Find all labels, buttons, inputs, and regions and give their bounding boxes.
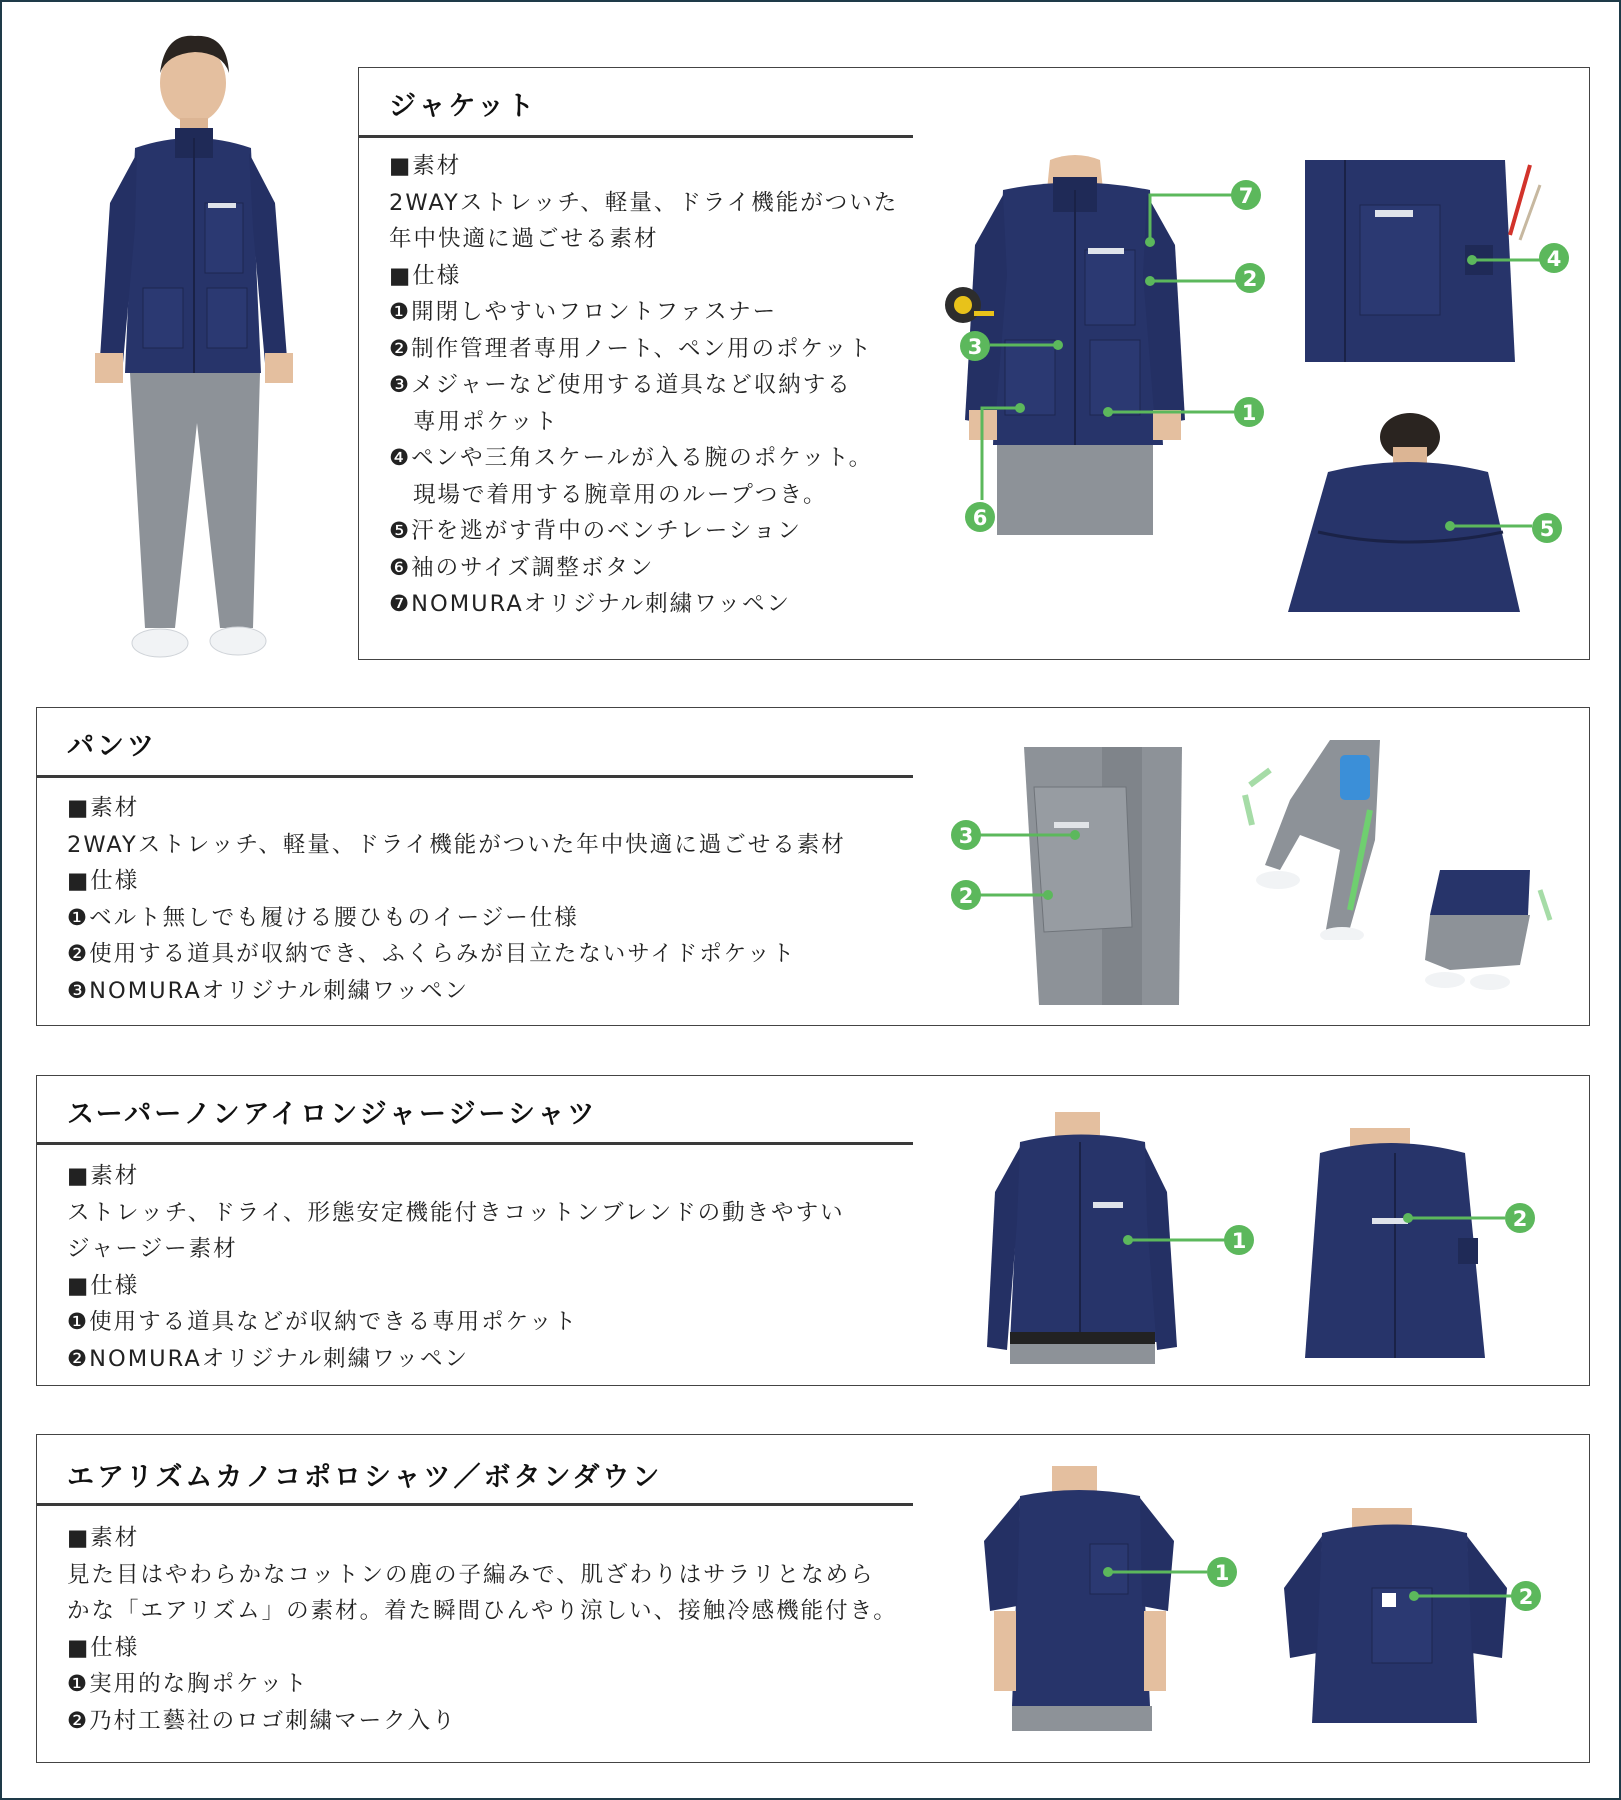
callout-label: 1 bbox=[1241, 401, 1257, 425]
callout-label: 4 bbox=[1546, 247, 1562, 271]
jacket-spec-heading: ■仕様 bbox=[389, 262, 462, 289]
polo-spec-heading: ■仕様 bbox=[67, 1634, 140, 1661]
jacket-material-line: 年中快適に過ごせる素材 bbox=[389, 226, 659, 252]
jacket-title: ジャケット bbox=[389, 91, 538, 122]
jacket-spec-item: ❶開閉しやすいフロントファスナー bbox=[389, 299, 778, 325]
callout-label: 1 bbox=[1214, 1561, 1230, 1585]
jacket-material-line: 2WAYストレッチ、軽量、ドライ機能がついた bbox=[389, 189, 899, 216]
jacket-spec-item: ❺汗を逃がす背中のベンチレーション bbox=[389, 518, 802, 544]
polo-material-line: かな「エアリズム」の素材。着た瞬間ひんやり涼しい、接触冷感機能付き。 bbox=[67, 1598, 898, 1624]
pants-spec-item: ❷使用する道具が収納でき、ふくらみが目立たないサイドポケット bbox=[67, 941, 797, 967]
pants-spec-item: ❶ベルト無しでも履ける腰ひものイージー仕様 bbox=[67, 904, 579, 931]
pants-spec-heading: ■仕様 bbox=[67, 868, 140, 894]
callout-label: 5 bbox=[1539, 517, 1555, 541]
jacket-spec-item: ❸メジャーなど使用する道具など収納する bbox=[389, 372, 852, 398]
callout-label: 6 bbox=[972, 506, 988, 530]
polo-material-heading: ■素材 bbox=[67, 1525, 140, 1551]
jacket-spec-item: 現場で着用する腕章用のループつき。 bbox=[413, 481, 828, 508]
callout-label: 2 bbox=[1512, 1207, 1528, 1231]
jacket-spec-item: ❹ペンや三角スケールが入る腕のポケット。 bbox=[389, 445, 874, 471]
jacket-spec-item: ❷制作管理者専用ノート、ペン用のポケット bbox=[389, 335, 873, 362]
callout-label: 7 bbox=[1238, 184, 1254, 208]
polo-spec-item: ❶実用的な胸ポケット bbox=[67, 1671, 309, 1697]
jacket-material-heading: ■素材 bbox=[389, 153, 462, 179]
polo-material-line: 見た目はやわらかなコットンの鹿の子編みで、肌ざわりはサラリとなめら bbox=[67, 1561, 875, 1588]
callout-label: 2 bbox=[1518, 1585, 1534, 1609]
callout-label: 3 bbox=[967, 335, 983, 359]
shirt-spec-item: ❷NOMURAオリジナル刺繍ワッペン bbox=[67, 1345, 469, 1372]
callout-label: 2 bbox=[958, 884, 974, 908]
shirt-spec-heading: ■仕様 bbox=[67, 1272, 140, 1299]
shirt-material-line: ストレッチ、ドライ、形態安定機能付きコットンブレンドの動きやすい bbox=[67, 1199, 845, 1226]
pants-title: パンツ bbox=[67, 731, 157, 762]
shirt-material-heading: ■素材 bbox=[67, 1163, 140, 1189]
polo-title: エアリズムカノコポロシャツ／ボタンダウン bbox=[67, 1462, 663, 1493]
pants-spec-item: ❸NOMURAオリジナル刺繍ワッペン bbox=[67, 977, 469, 1004]
shirt-material-line: ジャージー素材 bbox=[67, 1236, 238, 1262]
callout-label: 1 bbox=[1231, 1229, 1247, 1253]
jacket-spec-item: ❻袖のサイズ調整ボタン bbox=[389, 554, 655, 581]
callout-label: 3 bbox=[958, 824, 974, 848]
jacket-spec-item: 専用ポケット bbox=[413, 408, 559, 435]
shirt-title: スーパーノンアイロンジャージーシャツ bbox=[67, 1099, 598, 1130]
jacket-spec-item: ❼NOMURAオリジナル刺繍ワッペン bbox=[389, 591, 791, 617]
polo-spec-item: ❷乃村工藝社のロゴ刺繍マーク入り bbox=[67, 1707, 457, 1734]
callout-label: 2 bbox=[1242, 267, 1258, 291]
pants-material-line: 2WAYストレッチ、軽量、ドライ機能がついた年中快適に過ごせる素材 bbox=[67, 831, 846, 858]
shirt-spec-item: ❶使用する道具などが収納できる専用ポケット bbox=[67, 1309, 579, 1335]
pants-material-heading: ■素材 bbox=[67, 795, 140, 821]
